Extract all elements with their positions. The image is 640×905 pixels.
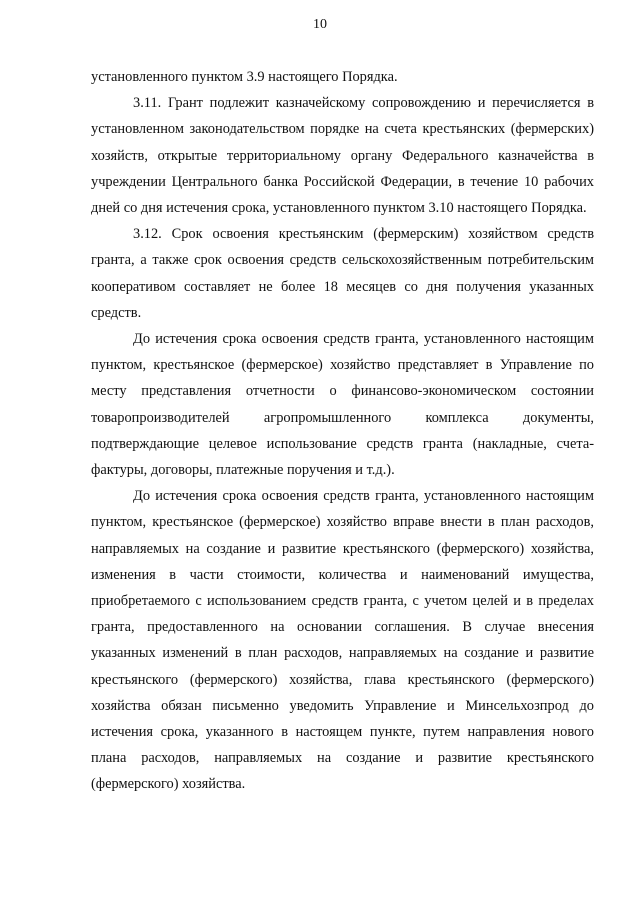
document-body: [91, 64, 594, 798]
paragraph-3-12: 3.12. Срок освоения крестьянским (фермерским) хозяйством средств гранта, а также срок освоения средств сельскохозяйственным потребительским кооперативом составляет не более 18 месяцев со дня получения указанных средств.: [91, 226, 594, 321]
page-number: 10: [313, 17, 327, 32]
paragraph-plan-changes: До истечения срока освоения средств гранта, установленного настоящим пунктом, крестьянское (фермерское) хозяйство вправе внести в план расходов, направляемых на создание и развитие крестьянского (фермерского) хозяйства, изменения в части стоимости, количества и наименований имущества, приобретаемого с использованием средств гранта, с учетом целей и в пределах гранта, предоставленного на основании соглашения. В случае внесения указанных изменений в план расходов, направляемых на создание и развитие крестьянского (фермерского) хозяйства, глава крестьянского (фермерского) хозяйства обязан письменно уведомить Управление и Минсельхозпрод до истечения срока, указанного в настоящем пункте, путем направления нового плана расходов, направляемых на создание и развитие крестьянского (фермерского) хозяйства.: [91, 488, 594, 793]
paragraph-3-11: 3.11. Грант подлежит казначейскому сопровождению и перечисляется в установленном законодательством порядке на счета крестьянских (фермерских) хозяйств, открытые территориальному органу Федерального казначейства в учреждении Центрального банка Российской Федерации, в течение 10 рабочих дней со дня истечения срока, установленного пунктом 3.10 настоящего Порядка.: [91, 95, 594, 217]
paragraph-continuation: установленного пунктом 3.9 настоящего Порядка.: [91, 69, 398, 85]
paragraph-reporting-documents: До истечения срока освоения средств гранта, установленного настоящим пунктом, крестьянское (фермерское) хозяйство представляет в Управление по месту представления отчетности о финансово-экономическом состоянии товаропроизводителей агропромышленного комплекса документы, подтверждающие целевое использование средств гранта (накладные, счета-фактуры, договоры, платежные поручения и т.д.).: [91, 331, 594, 479]
